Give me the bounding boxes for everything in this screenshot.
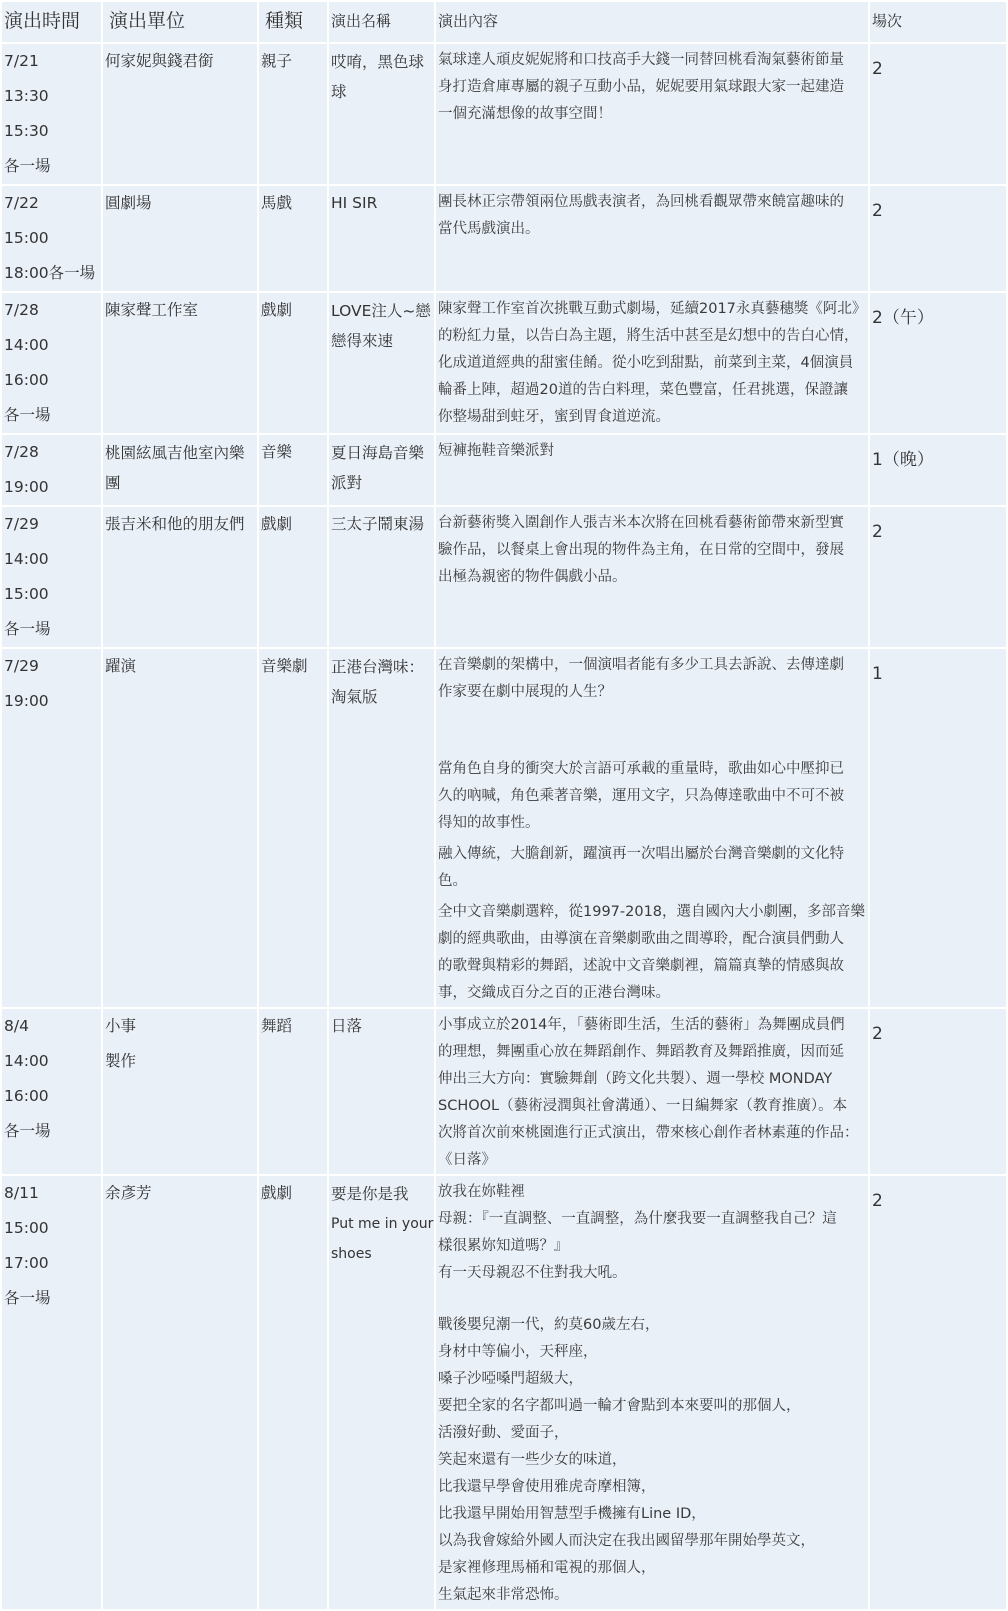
time-cell — [2, 186, 101, 291]
time-line: 14:00 — [4, 550, 49, 568]
title-cell: 正港台灣味：淘氣版 — [329, 649, 434, 1007]
genre-cell: 音樂劇 — [259, 649, 327, 1007]
content-line: 身材中等偏小，天秤座， — [438, 1344, 598, 1360]
content-line: 身打造倉庫專屬的親子互動小品，妮妮要用氣球跟大家一起建造 — [438, 79, 844, 95]
table-row — [2, 1176, 1006, 1609]
title-line: shoes — [331, 1246, 372, 1262]
time-cell — [2, 649, 101, 1007]
count-cell: 2 — [870, 186, 1006, 291]
genre-cell: 馬戲 — [259, 186, 327, 291]
content-line: 當代馬戲演出。 — [438, 221, 540, 237]
header-time: 演出時間 — [2, 2, 101, 42]
header-count: 場次 — [870, 2, 1006, 42]
time-line: 各一場 — [4, 1122, 51, 1140]
genre-cell: 親子 — [259, 44, 327, 184]
content-cell — [436, 44, 868, 184]
time-line: 14:00 — [4, 336, 49, 354]
header-content: 演出內容 — [436, 2, 868, 42]
content-line: 全中文音樂劇選粹，從1997-2018，選自國內大小劇團，多部音樂 — [438, 904, 866, 920]
header-row — [2, 2, 1006, 42]
time-line: 15:00 — [4, 585, 49, 603]
content-line: 台新藝術獎入圍創作人張吉米本次將在回桃看藝術節帶來新型實 — [438, 515, 844, 531]
content-line: 一個充滿想像的故事空間！ — [438, 106, 612, 122]
time-line: 7/22 — [4, 194, 39, 212]
time-line: 各一場 — [4, 157, 51, 175]
genre-cell: 戲劇 — [259, 507, 327, 647]
content-line: 要把全家的名字都叫過一輪才會點到本來要叫的那個人， — [438, 1398, 801, 1414]
content-cell — [436, 293, 868, 433]
content-line: 放我在妳鞋裡 — [438, 1184, 525, 1200]
time-line: 8/11 — [4, 1184, 39, 1202]
count-cell: 1 — [870, 649, 1006, 1007]
title-cell: 日落 — [329, 1009, 434, 1174]
time-cell — [2, 44, 101, 184]
content-line: 化成道道經典的甜蜜佳餚。從小吃到甜點，前菜到主菜，4個演員 — [438, 355, 854, 371]
time-line: 各一場 — [4, 406, 51, 424]
content-line: 生氣起來非常恐怖。 — [438, 1587, 569, 1603]
content-line: 輪番上陣，超過20道的告白料理，菜色豐富，任君挑選，保證讓 — [438, 382, 848, 398]
unit-cell: 張吉米和他的朋友們 — [103, 507, 257, 647]
content-line: 比我還早學會使用雅虎奇摩相簿， — [438, 1479, 656, 1495]
title-line: Put me in your — [331, 1216, 434, 1232]
title-cell: HI SIR — [329, 186, 434, 291]
unit-cell: 何家妮與錢君銜 — [103, 44, 257, 184]
table-row — [2, 649, 1006, 1007]
table-row — [2, 44, 1006, 184]
content-line: 作家要在劇中展現的人生？ — [438, 684, 612, 700]
count-cell: 2 — [870, 507, 1006, 647]
content-line: 陳家聲工作室首次挑戰互動式劇場，延續2017永真藝穗獎《阿北》 — [438, 301, 867, 317]
time-line: 15:00 — [4, 229, 49, 247]
title-cell: 哎唷，黑色球球 — [329, 44, 434, 184]
content-line: 色。 — [438, 873, 467, 889]
time-line: 7/29 — [4, 657, 39, 675]
content-cell — [436, 507, 868, 647]
title-cell — [329, 1176, 434, 1609]
time-line: 16:00 — [4, 371, 49, 389]
content-line: 融入傳統，大膽創新，躍演再一次唱出屬於台灣音樂劇的文化特 — [438, 846, 844, 862]
time-cell — [2, 1176, 101, 1609]
unit-line: 製作 — [105, 1052, 137, 1070]
content-cell — [436, 186, 868, 291]
content-cell — [436, 649, 868, 1007]
content-line: 戰後嬰兒潮一代，約莫60歲左右， — [438, 1317, 660, 1333]
count-cell: 2 — [870, 1176, 1006, 1609]
content-line: 活潑好動、愛面子， — [438, 1425, 569, 1441]
count-cell: 2 — [870, 44, 1006, 184]
unit-cell: 余彥芳 — [103, 1176, 257, 1609]
content-line: 得知的故事性。 — [438, 815, 540, 831]
content-line: 的粉紅力量，以告白為主題，將生活中甚至是幻想中的告白心情， — [438, 328, 859, 344]
content-line: 出極為親密的物件偶戲小品。 — [438, 569, 627, 585]
content-line: 笑起來還有一些少女的味道， — [438, 1452, 627, 1468]
content-line: 團長林正宗帶領兩位馬戲表演者，為回桃看觀眾帶來饒富趣味的 — [438, 194, 844, 210]
title-cell: 夏日海島音樂派對 — [329, 435, 434, 505]
header-genre: 種類 — [259, 2, 327, 42]
content-line: 當角色自身的衝突大於言語可承載的重量時，歌曲如心中壓抑已 — [438, 761, 844, 777]
time-line: 17:00 — [4, 1254, 49, 1272]
genre-cell: 音樂 — [259, 435, 327, 505]
time-line: 13:30 — [4, 87, 49, 105]
content-line: 事，交織成百分之百的正港台灣味。 — [438, 985, 670, 1001]
content-line: 氣球達人頑皮妮妮將和口技高手大錢一同替回桃看淘氣藝術節量 — [438, 52, 844, 68]
time-cell — [2, 1009, 101, 1174]
content-line: 《日落》 — [438, 1152, 496, 1168]
time-line: 7/29 — [4, 515, 39, 533]
content-line: 在音樂劇的架構中，一個演唱者能有多少工具去訴說、去傳達劇 — [438, 657, 844, 673]
time-cell — [2, 293, 101, 433]
time-line: 7/28 — [4, 301, 39, 319]
time-cell — [2, 435, 101, 505]
content-line: 母親：『一直調整、一直調整，為什麼我要一直調整我自己？這 — [438, 1211, 837, 1227]
content-line: 久的吶喊，角色乘著音樂，運用文字，只為傳達歌曲中不可不被 — [438, 788, 844, 804]
unit-cell — [103, 1009, 257, 1174]
count-cell: 2 — [870, 1009, 1006, 1174]
time-cell — [2, 507, 101, 647]
content-line: 次將首次前來桃園進行正式演出，帶來核心創作者林素蓮的作品： — [438, 1125, 859, 1141]
count-cell: 2（午） — [870, 293, 1006, 433]
content-line: 驗作品，以餐桌上會出現的物件為主角，在日常的空間中，發展 — [438, 542, 844, 558]
time-line: 15:30 — [4, 122, 49, 140]
table-row — [2, 293, 1006, 433]
table-row — [2, 507, 1006, 647]
unit-cell: 躍演 — [103, 649, 257, 1007]
content-line: 是家裡修理馬桶和電視的那個人， — [438, 1560, 656, 1576]
unit-line: 小事 — [105, 1017, 137, 1035]
unit-cell: 圓劇場 — [103, 186, 257, 291]
content-line: 短褲拖鞋音樂派對 — [438, 443, 554, 459]
content-line: 嗓子沙啞嗓門超級大， — [438, 1371, 583, 1387]
content-line: SCHOOL（藝術浸潤與社會溝通）、一日編舞家（教育推廣）。本 — [438, 1098, 848, 1114]
time-line: 7/21 — [4, 52, 39, 70]
unit-cell: 陳家聲工作室 — [103, 293, 257, 433]
content-cell — [436, 435, 868, 505]
content-line: 小事成立於2014年，「藝術即生活，生活的藝術」為舞團成員們 — [438, 1017, 845, 1033]
time-line: 16:00 — [4, 1087, 49, 1105]
content-line: 有一天母親忍不住對我大吼。 — [438, 1265, 627, 1281]
time-line: 各一場 — [4, 620, 51, 638]
time-line: 8/4 — [4, 1017, 29, 1035]
content-line: 你整場甜到蛀牙，蜜到胃食道逆流。 — [438, 409, 670, 425]
count-cell: 1（晚） — [870, 435, 1006, 505]
content-line: 劇的經典歌曲，由導演在音樂劇歌曲之間導聆，配合演員們動人 — [438, 931, 844, 947]
title-cell: 三太子鬧東湯 — [329, 507, 434, 647]
title-cell: LOVE注人~戀戀得來速 — [329, 293, 434, 433]
genre-cell: 舞蹈 — [259, 1009, 327, 1174]
time-line: 14:00 — [4, 1052, 49, 1070]
time-line: 7/28 — [4, 443, 39, 461]
title-line: 要是你是我 — [331, 1185, 409, 1203]
content-line: 比我還早開始用智慧型手機擁有Line ID， — [438, 1506, 706, 1522]
content-line: 的理想，舞團重心放在舞蹈創作、舞蹈教育及舞蹈推廣，因而延 — [438, 1044, 844, 1060]
genre-cell: 戲劇 — [259, 1176, 327, 1609]
content-cell — [436, 1009, 868, 1174]
table-row — [2, 186, 1006, 291]
time-line: 15:00 — [4, 1219, 49, 1237]
genre-cell: 戲劇 — [259, 293, 327, 433]
table-row — [2, 1009, 1006, 1174]
time-line: 19:00 — [4, 478, 49, 496]
table-row — [2, 435, 1006, 505]
content-line: 樣很累妳知道嗎？』 — [438, 1238, 569, 1254]
content-line: 以為我會嫁給外國人而決定在我出國留學那年開始學英文， — [438, 1533, 815, 1549]
header-title: 演出名稱 — [329, 2, 434, 42]
content-line: 的歌聲與精彩的舞蹈，述說中文音樂劇裡，篇篇真摯的情感與故 — [438, 958, 844, 974]
time-line: 18:00各一場 — [4, 264, 96, 282]
time-line: 各一場 — [4, 1289, 51, 1307]
unit-cell: 桃園絃風吉他室內樂團 — [103, 435, 257, 505]
content-cell — [436, 1176, 868, 1609]
time-line: 19:00 — [4, 692, 49, 710]
content-line: 伸出三大方向：實驗舞創（跨文化共製）、週一學校 MONDAY — [438, 1071, 833, 1087]
header-unit: 演出單位 — [103, 2, 257, 42]
